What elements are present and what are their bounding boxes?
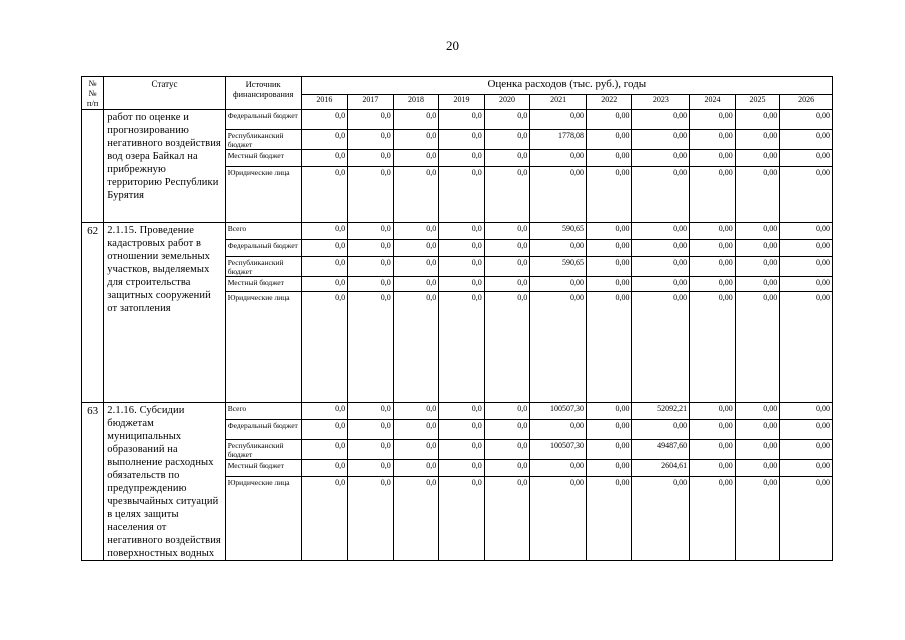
amount-cell: 0,0 (439, 420, 485, 440)
amount-cell: 0,00 (735, 292, 780, 403)
amount-cell: 0,0 (439, 167, 485, 223)
header-status: Статус (104, 77, 225, 110)
status-cell: 2.1.16. Субсидии бюджетам муниципальных образований на выполнение расходных обязательств по предупреждению чрезвычайных ситуаций в целях защиты населения от негативного воздействия поверхностных водных (104, 403, 225, 561)
amount-cell: 0,00 (690, 110, 736, 130)
amount-cell: 100507,30 (530, 440, 587, 460)
amount-cell: 0,00 (530, 240, 587, 257)
amount-cell: 0,0 (301, 223, 348, 240)
amount-cell: 0,0 (393, 277, 439, 292)
table-body (82, 110, 833, 561)
funding-source: Местный бюджет (225, 150, 301, 167)
header-source: Источник финансирования (225, 77, 301, 110)
amount-cell: 0,00 (690, 240, 736, 257)
funding-source: Федеральный бюджет (225, 240, 301, 257)
funding-source: Республиканский бюджет (225, 440, 301, 460)
amount-cell: 0,0 (484, 277, 530, 292)
header-year: 2024 (690, 95, 736, 110)
amount-cell: 0,0 (439, 292, 485, 403)
table-row (82, 403, 833, 420)
amount-cell: 0,0 (484, 477, 530, 561)
amount-cell: 0,0 (393, 420, 439, 440)
amount-cell: 0,0 (484, 167, 530, 223)
amount-cell: 0,0 (439, 130, 485, 150)
amount-cell: 590,65 (530, 257, 587, 277)
amount-cell: 0,0 (484, 110, 530, 130)
amount-cell: 0,0 (393, 167, 439, 223)
amount-cell: 0,00 (530, 420, 587, 440)
amount-cell: 0,00 (530, 150, 587, 167)
amount-cell: 0,00 (780, 167, 833, 223)
amount-cell: 0,0 (393, 460, 439, 477)
amount-cell: 0,00 (735, 277, 780, 292)
amount-cell: 0,0 (348, 223, 394, 240)
amount-cell: 0,00 (690, 130, 736, 150)
amount-cell: 0,00 (780, 150, 833, 167)
amount-cell: 0,0 (393, 240, 439, 257)
amount-cell: 0,0 (301, 257, 348, 277)
amount-cell: 0,00 (735, 110, 780, 130)
amount-cell: 0,0 (348, 240, 394, 257)
header-year: 2021 (530, 95, 587, 110)
amount-cell: 0,0 (439, 223, 485, 240)
amount-cell: 0,00 (735, 420, 780, 440)
amount-cell: 0,0 (484, 420, 530, 440)
amount-cell: 0,0 (393, 477, 439, 561)
amount-cell: 0,00 (690, 292, 736, 403)
amount-cell: 0,0 (301, 110, 348, 130)
amount-cell: 100507,30 (530, 403, 587, 420)
amount-cell: 0,00 (586, 223, 632, 240)
amount-cell: 0,0 (439, 257, 485, 277)
amount-cell: 0,00 (780, 257, 833, 277)
amount-cell: 0,00 (690, 440, 736, 460)
funding-source: Всего (225, 403, 301, 420)
amount-cell: 0,0 (439, 240, 485, 257)
amount-cell: 0,0 (348, 110, 394, 130)
amount-cell: 0,0 (439, 403, 485, 420)
amount-cell: 2604,61 (632, 460, 690, 477)
amount-cell: 0,0 (348, 167, 394, 223)
funding-source: Республиканский бюджет (225, 130, 301, 150)
amount-cell: 0,00 (735, 240, 780, 257)
amount-cell: 0,00 (632, 277, 690, 292)
funding-source: Местный бюджет (225, 460, 301, 477)
amount-cell: 0,00 (586, 477, 632, 561)
amount-cell: 0,00 (780, 460, 833, 477)
amount-cell: 0,0 (348, 440, 394, 460)
amount-cell: 0,0 (439, 110, 485, 130)
header-estimate: Оценка расходов (тыс. руб.), годы (301, 77, 832, 95)
funding-source: Федеральный бюджет (225, 420, 301, 440)
status-cell: работ по оценке и прогнозированию негативного воздействия вод озера Байкал на прибрежную территорию Республики Бурятия (104, 110, 225, 223)
amount-cell: 0,0 (484, 257, 530, 277)
amount-cell: 0,00 (735, 130, 780, 150)
row-number: 62 (82, 223, 104, 403)
amount-cell: 0,00 (632, 150, 690, 167)
amount-cell: 0,00 (530, 477, 587, 561)
amount-cell: 0,00 (735, 257, 780, 277)
status-cell: 2.1.15. Проведение кадастровых работ в отношении земельных участков, выделяемых для строительства защитных сооружений от затопления (104, 223, 225, 403)
header-year: 2025 (735, 95, 780, 110)
amount-cell: 0,0 (484, 223, 530, 240)
amount-cell: 0,00 (780, 240, 833, 257)
amount-cell: 0,00 (735, 150, 780, 167)
amount-cell: 0,00 (632, 477, 690, 561)
amount-cell: 0,0 (301, 403, 348, 420)
amount-cell: 0,0 (348, 477, 394, 561)
amount-cell: 0,00 (690, 150, 736, 167)
amount-cell: 0,0 (348, 460, 394, 477)
amount-cell: 0,0 (301, 460, 348, 477)
funding-source: Всего (225, 223, 301, 240)
amount-cell: 0,0 (301, 167, 348, 223)
amount-cell: 0,00 (735, 460, 780, 477)
amount-cell: 0,00 (690, 257, 736, 277)
amount-cell: 0,00 (586, 257, 632, 277)
amount-cell: 0,00 (780, 110, 833, 130)
amount-cell: 0,0 (301, 240, 348, 257)
amount-cell: 0,0 (439, 150, 485, 167)
amount-cell: 0,00 (530, 110, 587, 130)
amount-cell: 0,00 (780, 420, 833, 440)
amount-cell: 0,00 (632, 110, 690, 130)
amount-cell: 0,00 (690, 223, 736, 240)
amount-cell: 0,0 (301, 477, 348, 561)
amount-cell: 0,0 (393, 130, 439, 150)
funding-source: Федеральный бюджет (225, 110, 301, 130)
amount-cell: 0,00 (780, 477, 833, 561)
amount-cell: 0,00 (586, 403, 632, 420)
amount-cell: 0,00 (735, 223, 780, 240)
amount-cell: 0,00 (632, 420, 690, 440)
amount-cell: 0,0 (393, 150, 439, 167)
amount-cell: 0,00 (735, 440, 780, 460)
amount-cell: 0,00 (690, 167, 736, 223)
amount-cell: 0,0 (484, 150, 530, 167)
amount-cell: 0,0 (301, 277, 348, 292)
amount-cell: 0,00 (586, 440, 632, 460)
amount-cell: 1778,08 (530, 130, 587, 150)
amount-cell: 0,00 (530, 460, 587, 477)
budget-table (81, 76, 833, 561)
amount-cell: 0,0 (301, 420, 348, 440)
amount-cell: 0,00 (586, 240, 632, 257)
amount-cell: 590,65 (530, 223, 587, 240)
table-row (82, 110, 833, 130)
amount-cell: 0,00 (586, 110, 632, 130)
amount-cell: 0,0 (301, 150, 348, 167)
amount-cell: 0,0 (393, 403, 439, 420)
header-year: 2026 (780, 95, 833, 110)
amount-cell: 0,0 (348, 292, 394, 403)
amount-cell: 0,00 (530, 292, 587, 403)
amount-cell: 0,00 (690, 477, 736, 561)
amount-cell: 0,00 (690, 277, 736, 292)
amount-cell: 0,00 (586, 460, 632, 477)
header-year: 2016 (301, 95, 348, 110)
amount-cell: 0,0 (348, 150, 394, 167)
header-year: 2023 (632, 95, 690, 110)
amount-cell: 0,0 (484, 292, 530, 403)
amount-cell: 0,0 (393, 292, 439, 403)
amount-cell: 0,00 (690, 420, 736, 440)
amount-cell: 0,0 (484, 440, 530, 460)
amount-cell: 0,00 (735, 477, 780, 561)
amount-cell: 0,0 (301, 130, 348, 150)
amount-cell: 0,00 (632, 257, 690, 277)
row-number (82, 110, 104, 223)
header-year: 2020 (484, 95, 530, 110)
amount-cell: 0,00 (632, 240, 690, 257)
funding-source: Местный бюджет (225, 277, 301, 292)
funding-source: Юридические лица (225, 292, 301, 403)
header-year: 2017 (348, 95, 394, 110)
amount-cell: 0,0 (484, 240, 530, 257)
amount-cell: 0,00 (780, 130, 833, 150)
amount-cell: 0,00 (586, 292, 632, 403)
amount-cell: 0,0 (393, 257, 439, 277)
amount-cell: 52092,21 (632, 403, 690, 420)
amount-cell: 0,00 (530, 167, 587, 223)
amount-cell: 0,00 (632, 130, 690, 150)
amount-cell: 0,0 (301, 440, 348, 460)
amount-cell: 0,00 (690, 460, 736, 477)
amount-cell: 0,0 (348, 403, 394, 420)
amount-cell: 0,0 (484, 130, 530, 150)
amount-cell: 0,0 (484, 460, 530, 477)
amount-cell: 0,00 (586, 130, 632, 150)
funding-source: Юридические лица (225, 167, 301, 223)
amount-cell: 0,00 (780, 440, 833, 460)
page-number: 20 (446, 38, 459, 53)
amount-cell: 0,00 (780, 292, 833, 403)
header-year: 2019 (439, 95, 485, 110)
amount-cell: 0,0 (393, 440, 439, 460)
amount-cell: 49487,60 (632, 440, 690, 460)
amount-cell: 0,0 (439, 477, 485, 561)
amount-cell: 0,00 (530, 277, 587, 292)
table-row (82, 223, 833, 240)
amount-cell: 0,0 (393, 223, 439, 240)
amount-cell: 0,00 (735, 167, 780, 223)
amount-cell: 0,00 (632, 167, 690, 223)
amount-cell: 0,00 (586, 150, 632, 167)
amount-cell: 0,0 (301, 292, 348, 403)
amount-cell: 0,0 (348, 257, 394, 277)
funding-source: Республиканский бюджет (225, 257, 301, 277)
amount-cell: 0,00 (632, 292, 690, 403)
header-year: 2022 (586, 95, 632, 110)
funding-source: Юридические лица (225, 477, 301, 561)
amount-cell: 0,00 (780, 223, 833, 240)
amount-cell: 0,0 (439, 440, 485, 460)
amount-cell: 0,0 (348, 277, 394, 292)
row-number: 63 (82, 403, 104, 561)
amount-cell: 0,0 (393, 110, 439, 130)
amount-cell: 0,00 (780, 403, 833, 420)
amount-cell: 0,00 (690, 403, 736, 420)
amount-cell: 0,00 (780, 277, 833, 292)
amount-cell: 0,0 (439, 277, 485, 292)
amount-cell: 0,0 (484, 403, 530, 420)
amount-cell: 0,00 (586, 277, 632, 292)
amount-cell: 0,00 (586, 167, 632, 223)
amount-cell: 0,0 (439, 460, 485, 477)
amount-cell: 0,00 (735, 403, 780, 420)
header-num: № № п/п (82, 77, 104, 110)
amount-cell: 0,00 (632, 223, 690, 240)
amount-cell: 0,0 (348, 420, 394, 440)
amount-cell: 0,0 (348, 130, 394, 150)
amount-cell: 0,00 (586, 420, 632, 440)
header-year: 2018 (393, 95, 439, 110)
